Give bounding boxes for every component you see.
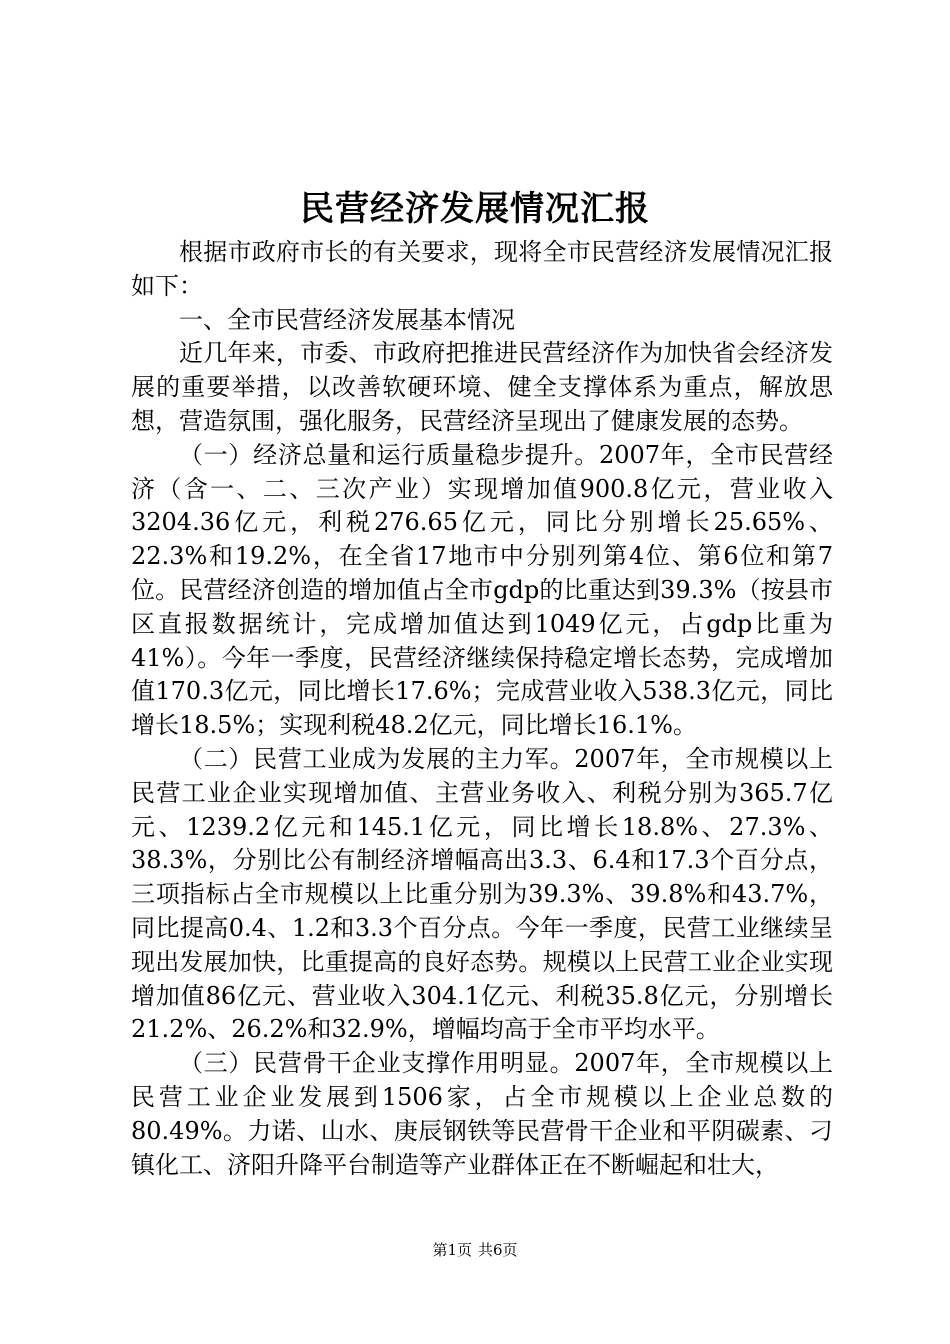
paragraph-point-3: （三）民营骨干企业支撑作用明显。2007年，全市规模以上民营工业企业发展到1506家，占全市规模以上企业总数的80.49%。力诺、山水、庚辰钢铁等民营骨干企业和平阴碳素、刁镇化工、济阳升降平台制造等产业群体正在不断崛起和壮大， — [131, 1049, 833, 1179]
paragraph-overview: 近几年来，市委、市政府把推进民营经济作为加快省会经济发展的重要举措，以改善软硬环境、健全支撑体系为重点，解放思想，营造氛围，强化服务，民营经济呈现出了健康发展的态势。 — [131, 339, 833, 435]
page-total: 共6页 — [478, 1241, 518, 1259]
document-body — [131, 236, 833, 1182]
document-title: 民营经济发展情况汇报 — [300, 189, 650, 229]
paragraph-point-1: （一）经济总量和运行质量稳步提升。2007年，全市民营经济（含一、二、三次产业）实现增加值900.8亿元，营业收入3204.36亿元，利税276.65亿元，同比分别增长25.65%、22.3%和19.2%，在全省17地市中分别列第4位、第6位和第7位。民营经济创造的增加值占全市gdp的比重达到39.3%（按县市区直报数据统计，完成增加值达到1049亿元，占gdp比重为41%）。今年一季度，民营经济继续保持稳定增长态势，完成增加值170.3亿元，同比增长17.6%；完成营业收入538.3亿元，同比增长18.5%；实现利税48.2亿元，同比增长16.1%。 — [131, 440, 833, 740]
page-footer — [0, 1240, 950, 1260]
section-heading-1: 一、全市民营经济发展基本情况 — [179, 305, 515, 334]
paragraph-intro: 根据市政府市长的有关要求，现将全市民营经济发展情况汇报如下： — [131, 238, 833, 300]
paragraph-point-2: （二）民营工业成为发展的主力军。2007年，全市规模以上民营工业企业实现增加值、主营业务收入、利税分别为365.7亿元、1239.2亿元和145.1亿元，同比增长18.8%、27.3%、38.3%，分别比公有制经济增幅高出3.3、6.4和17.3个百分点，三项指标占全市规模以上比重分别为39.3%、39.8%和43.7%，同比提高0.4、1.2和3.3个百分点。今年一季度，民营工业继续呈现出发展加快，比重提高的良好态势。规模以上民营工业企业实现增加值86亿元、营业收入304.1亿元、利税35.8亿元，分别增长21.2%、26.2%和32.9%，增幅均高于全市平均水平。 — [131, 744, 833, 1044]
page-number: 第1页 — [432, 1241, 472, 1259]
